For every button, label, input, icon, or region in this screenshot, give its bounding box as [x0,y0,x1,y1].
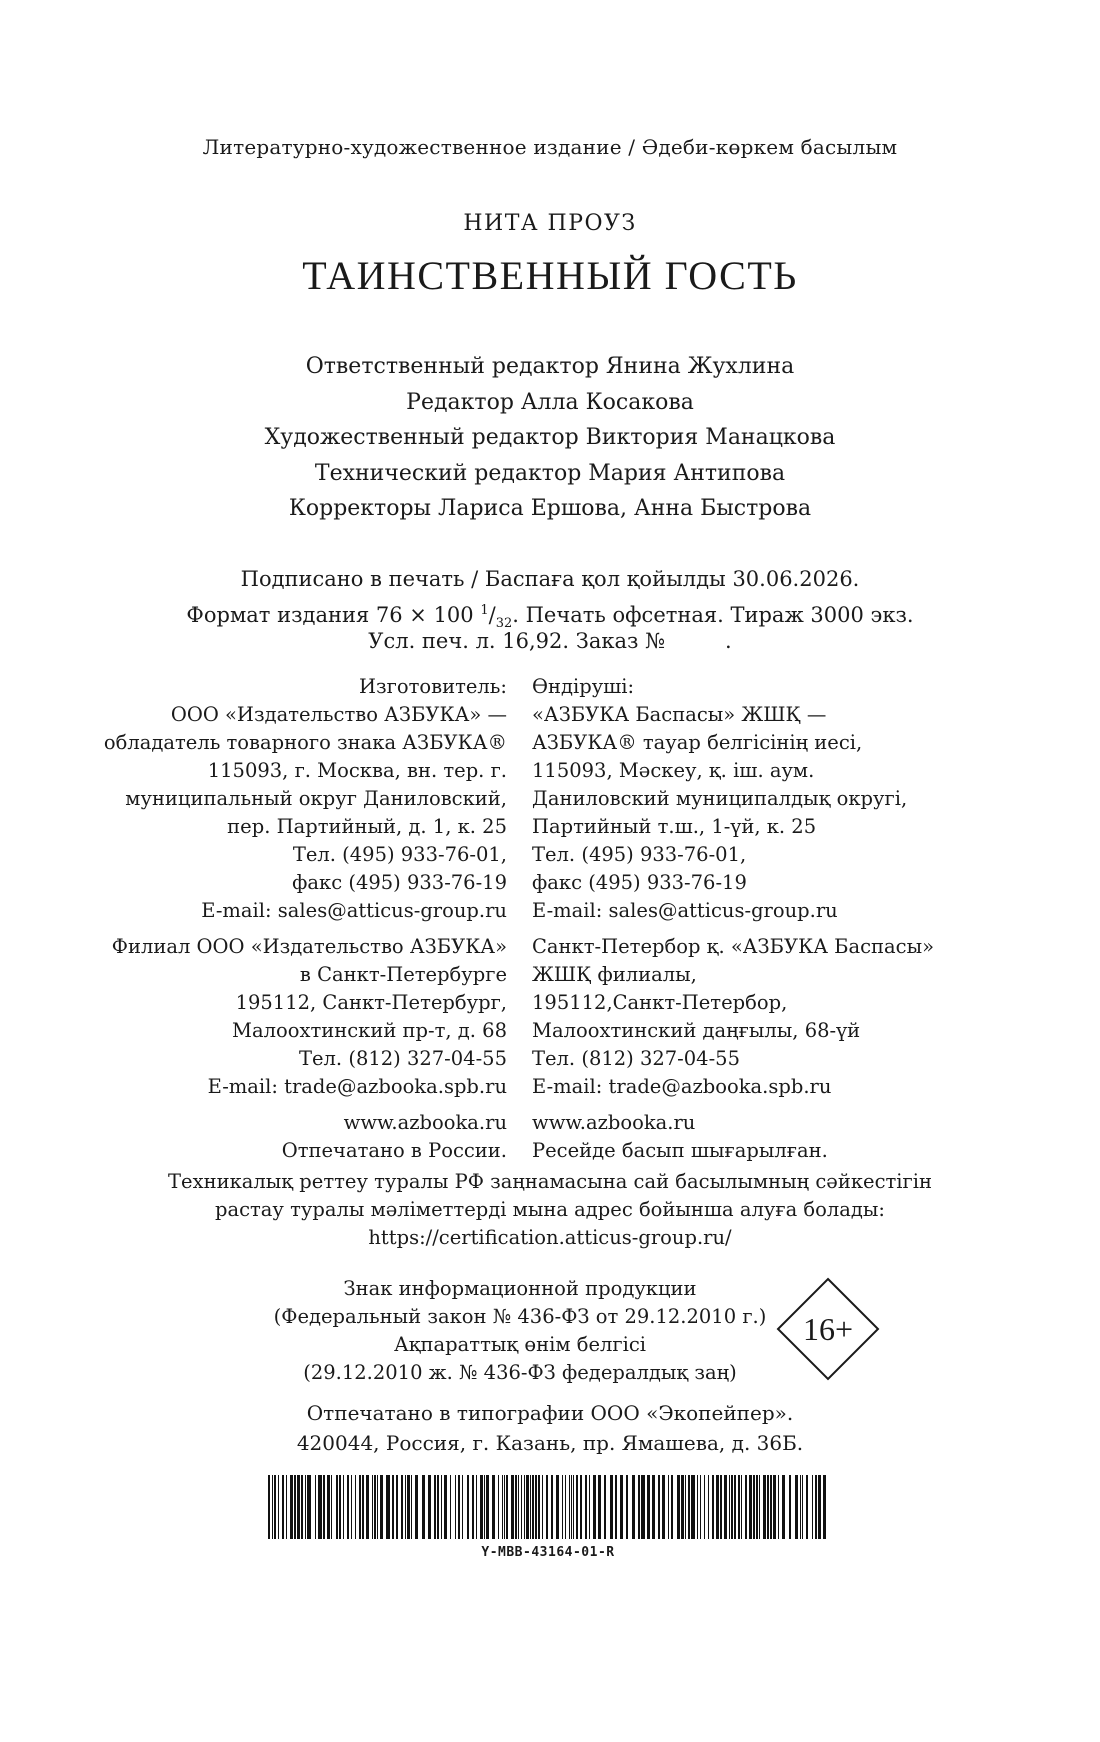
spacer [104,925,507,933]
barcode-bar [546,1475,548,1539]
spacer [532,925,934,933]
barcode-bar [450,1475,451,1539]
barcode-bar [620,1475,623,1539]
manufacturer-ru-line: E-mail: sales@atticus-group.ru [201,899,507,922]
genre-line: Литературно-художественное издание / Әдеби-көркем басылым [202,135,898,159]
barcode-bar [480,1475,483,1539]
barcode-bar [662,1475,665,1539]
barcode-bar [530,1475,531,1539]
barcode-bar [626,1475,628,1539]
barcode-bar [411,1475,412,1539]
branch-ru-line: Малоохтинский пр-т, д. 68 [231,1019,507,1042]
barcode-bar [386,1475,390,1539]
certification-url: https://certification.atticus-group.ru/ [368,1226,732,1249]
barcode-bar [286,1475,287,1539]
barcode-bar [458,1475,460,1539]
barcode-text: Y-MBB-43164-01-R [481,1545,615,1560]
barcode-bar [773,1475,776,1539]
barcode-bar [731,1475,733,1539]
order-line [0,626,1100,657]
barcode-bar [268,1475,270,1539]
barcode-bar [652,1475,655,1539]
barcode-bar [580,1475,582,1539]
barcode-bar [671,1475,673,1539]
manufacturer-ru-line: муниципальный округ Даниловский, [125,787,507,810]
print-details [0,564,1100,657]
barcode-bar [486,1475,489,1539]
barcode-bar [297,1475,300,1539]
manufacturer-kz-line: АЗБУКА® тауар белгісінің иесі, [532,731,863,754]
barcode-bar [272,1475,273,1539]
barcode-bar [823,1475,826,1539]
manufacturer-ru-line: 115093, г. Москва, вн. тер. г. [207,759,507,782]
barcode-bar [749,1475,752,1539]
barcode-bar [782,1475,785,1539]
printer-line: Отпечатано в типографии ООО «Экопейпер». [306,1401,794,1425]
barcode-bar [401,1475,403,1539]
barcode-bar [806,1475,808,1539]
barcode-bar [327,1475,330,1539]
age-info-line: Знак информационной продукции [343,1277,697,1300]
barcode-bar [573,1475,574,1539]
age-info-line: (29.12.2010 ж. № 436-ФЗ федералдық заң) [303,1361,737,1384]
barcode-bar [691,1475,695,1539]
barcode-bar [658,1475,660,1539]
certification-line: растау туралы мәліметтерді мына адрес бойынша алуға болады: [214,1198,885,1221]
printed-in-ru: Отпечатано в России. [281,1139,507,1162]
age-rating-label: 16+ [802,1311,854,1347]
barcode-bar [336,1475,338,1539]
barcode-bar [556,1475,559,1539]
credit-line: Корректоры Лариса Ершова, Анна Быстрова [288,496,812,521]
branch-kz-line: E-mail: trade@azbooka.spb.ru [532,1075,832,1098]
manufacturer-ru-line: Изготовитель: [358,675,507,698]
manufacturer-ru-line: ООО «Издательство АЗБУКА» — [170,703,507,726]
format-denominator: 32 [495,616,513,632]
manufacturer-kz-line: Даниловский муниципалдық округі, [532,787,908,810]
barcode-bar [681,1475,684,1539]
barcode-bar [562,1475,563,1539]
barcode-bar [502,1475,503,1539]
branch-ru-line: Филиал ООО «Издательство АЗБУКА» [111,935,507,958]
barcode-bar [484,1475,485,1539]
branch-kz-line: Тел. (812) 327-04-55 [532,1047,740,1070]
barcode-bar [763,1475,766,1539]
barcode-bar [542,1475,543,1539]
branch-ru-line: Тел. (812) 327-04-55 [299,1047,507,1070]
barcode-bar [716,1475,719,1539]
barcode-bar [307,1475,311,1539]
barcode-bar [815,1475,817,1539]
barcode-bar [498,1475,499,1539]
barcode-bar [571,1475,572,1539]
age-rating-diamond-icon [776,1277,880,1381]
manufacturer-kz-line: Өндіруші: [532,675,635,698]
barcode-bar [511,1475,514,1539]
barcode-bar [615,1475,617,1539]
barcode-bar [800,1475,801,1539]
barcode-bar [526,1475,529,1539]
barcode-bar [504,1475,505,1539]
barcode-bar [535,1475,537,1539]
barcode-bar [647,1475,650,1539]
branch-kz-line: ЖШҚ филиалы, [532,963,697,986]
barcode-bar [278,1475,279,1539]
barcode-bar [576,1475,578,1539]
barcode-bar [697,1475,698,1539]
manufacturer-kz-line: Тел. (495) 933-76-01, [532,843,747,866]
barcode-bar [355,1475,356,1539]
barcode-bar [589,1475,590,1539]
barcode-bar [521,1475,522,1539]
website-kz: www.azbooka.ru [532,1111,696,1134]
barcode-bar [518,1475,519,1539]
author-name: НИТА ПРОУЗ [463,211,637,236]
barcode-bar [351,1475,352,1539]
barcode-bar [677,1475,680,1539]
book-title: ТАИНСТВЕННЫЙ ГОСТЬ [302,253,798,298]
barcode-bar [565,1475,566,1539]
barcode-bar [441,1475,442,1539]
website-ru: www.azbooka.ru [343,1111,507,1134]
barcode-bar [638,1475,640,1539]
format-slash: / [488,603,496,627]
format-numerator: 1 [480,603,489,618]
barcode-bar [407,1475,410,1539]
barcode-bar [476,1475,477,1539]
manufacturer-kz-line: «АЗБУКА Баспасы» ЖШҚ — [532,703,827,726]
branch-kz-line: Малоохтинский даңғылы, 68-үй [532,1019,861,1042]
barcode-bar [444,1475,447,1539]
branch-ru-line: в Санкт-Петербурге [299,963,507,986]
spacer [532,1101,934,1109]
barcode-bar [492,1475,495,1539]
manufacturer-ru-line: Тел. (495) 933-76-01, [292,843,507,866]
format-line [0,595,1100,632]
barcode-bar [282,1475,284,1539]
printed-in-kz: Ресейде басып шығарылған. [532,1139,828,1162]
barcode-bar [729,1475,730,1539]
barcode-bar [759,1475,760,1539]
branch-ru-line: E-mail: trade@azbooka.spb.ru [207,1075,507,1098]
barcode-bar [753,1475,755,1539]
barcode-bar [462,1475,463,1539]
barcode-bar [593,1475,596,1539]
barcode-bar [812,1475,813,1539]
barcode-bar [294,1475,296,1539]
barcode-bar [380,1475,383,1539]
barcode-bar [374,1475,376,1539]
barcode-bar [795,1475,798,1539]
barcode-bar [778,1475,779,1539]
credit-line: Технический редактор Мария Антипова [314,460,786,486]
signed-line: Подписано в печать / Баспаға қол қойылды 30.06.2026. [240,567,860,591]
age-info-block [260,1275,780,1387]
barcode-bar [712,1475,714,1539]
barcode-bar [818,1475,821,1539]
barcode-bar [359,1475,361,1539]
barcode-bar [362,1475,364,1539]
age-info-line: (Федеральный закон № 436-ФЗ от 29.12.2010 г.) [273,1305,767,1328]
right-column-kz [532,673,934,1165]
barcode-bar [396,1475,398,1539]
manufacturer-ru-line: пер. Партийный, д. 1, к. 25 [227,815,507,838]
barcode-bar [704,1475,705,1539]
barcode-bar [569,1475,570,1539]
barcode-bar [305,1475,306,1539]
barcode-bar [738,1475,740,1539]
barcode-bar [405,1475,406,1539]
format-prefix: Формат издания 76 × 100 [186,603,481,627]
barcode-bar [802,1475,803,1539]
barcode-bar [318,1475,322,1539]
barcode-bar [524,1475,525,1539]
barcode-bar [668,1475,669,1539]
barcode-bar [377,1475,378,1539]
barcode-bar [604,1475,606,1539]
credit-line: Художественный редактор Виктория Манацкова [264,425,836,450]
manufacturer-kz-line: E-mail: sales@atticus-group.ru [532,899,838,922]
barcode-bar [538,1475,540,1539]
barcode-bar [323,1475,325,1539]
manufacturer-ru-line: обладатель товарного знака АЗБУКА® [103,731,507,754]
barcode-bar [290,1475,293,1539]
printer-line: 420044, Россия, г. Казань, пр. Ямашева, д. 36Б. [296,1431,804,1455]
branch-ru-line: 195112, Санкт-Петербург, [235,991,507,1014]
barcode-bar [339,1475,341,1539]
barcode-bar [434,1475,436,1539]
order-label: Усл. печ. л. 16,92. Заказ № [368,629,665,653]
left-column-ru [104,673,507,1165]
certification-block [0,1168,1100,1252]
barcode-bar [598,1475,601,1539]
barcode-bar [610,1475,613,1539]
barcode-bar [532,1475,534,1539]
credits-block [0,349,1100,527]
barcode-bar [472,1475,474,1539]
barcode-bar [515,1475,517,1539]
barcode-bar [720,1475,722,1539]
barcode-bar [685,1475,686,1539]
barcode-bar [331,1475,332,1539]
barcode-bar [700,1475,701,1539]
age-info-line: Ақпараттық өнім белгісі [393,1333,647,1356]
manufacturer-kz-line: 115093, Мәскеу, қ. іш. аум. [532,759,815,782]
barcode-bar [708,1475,709,1539]
manufacturer-kz-line: Партийный т.ш., 1-үй, к. 25 [532,815,817,838]
branch-kz-line: 195112,Санкт-Петербор, [532,991,788,1014]
barcode-bar [415,1475,418,1539]
barcode-icon [268,1475,828,1539]
credit-line: Редактор Алла Косакова [406,389,694,415]
barcode-bar [347,1475,349,1539]
barcode-bar [734,1475,736,1539]
barcode-bar [343,1475,344,1539]
barcode-bar [437,1475,439,1539]
barcode-bar [585,1475,587,1539]
barcode-bar [745,1475,747,1539]
order-end: . [725,629,732,653]
barcode-bar [756,1475,758,1539]
barcode-bar [641,1475,645,1539]
barcode-bar [789,1475,791,1539]
barcode-bar [724,1475,727,1539]
format-suffix: . Печать офсетная. Тираж 3000 экз. [512,603,914,627]
barcode-bar [632,1475,635,1539]
barcode-bar [467,1475,469,1539]
manufacturer-ru-line: факс (495) 933-76-19 [292,871,507,894]
barcode-bar [274,1475,276,1539]
barcode-bar [770,1475,772,1539]
printer-block [0,1398,1100,1458]
barcode-bar [315,1475,316,1539]
credit-line: Ответственный редактор Янина Жухлина [305,354,795,379]
barcode-bar [688,1475,690,1539]
barcode-bar [767,1475,769,1539]
barcode-bar [551,1475,553,1539]
manufacturer-kz-line: факс (495) 933-76-19 [532,871,747,894]
barcode-bar [428,1475,431,1539]
barcode-bar [741,1475,742,1539]
barcode-bar [366,1475,369,1539]
branch-kz-line: Санкт-Петербор қ. «АЗБУКА Баспасы» [532,935,935,958]
barcode-bar [422,1475,425,1539]
spacer [104,1101,507,1109]
certification-line: Техникалық реттеу туралы РФ заңнамасына сай басылымның сәйкестігін [168,1170,932,1193]
barcode-bar [392,1475,394,1539]
barcode-bar [301,1475,303,1539]
barcode-bar [372,1475,373,1539]
barcode-bar [455,1475,456,1539]
barcode-bar [506,1475,508,1539]
